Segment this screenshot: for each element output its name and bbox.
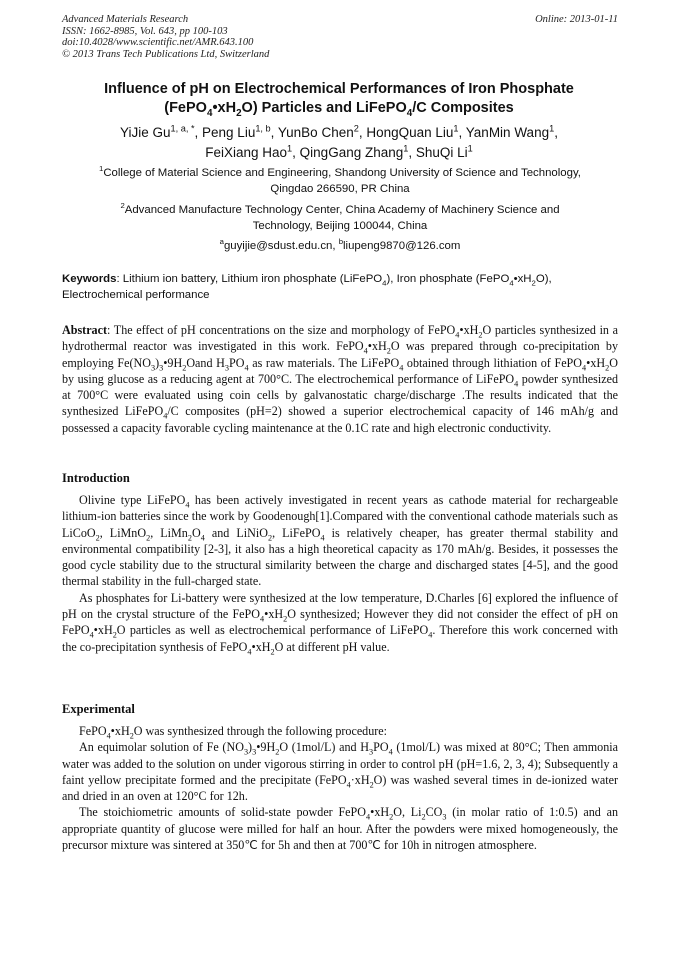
author-list xyxy=(40,123,638,163)
journal-header xyxy=(62,14,618,60)
paper-title xyxy=(40,80,638,118)
author-name: YunBo Chen xyxy=(277,125,354,140)
keywords-label: Keywords xyxy=(62,273,117,285)
author-name: FeiXiang Hao xyxy=(205,145,288,160)
author-name: ShuQi Li xyxy=(415,145,468,160)
paragraph: Olivine type LiFePO$_4$ has been actively investigated in recent years as cathode material for rechargeable lithium-ion batteries since the work by Goodenough[1].Compared with the conventional cathode materials such as LiCoO$_2$, LiMnO$_2$, $LiMn_2O_4$ and LiNiO$_2$, LiFePO$_4$ is relatively cheaper, has greater thermal stability and environmental compatibility [2-3], it also has a high theoretical capacity as 170 mAh/g. Besides, it possesses the good cycle stability due to the structural similarity between the charge and discharged states [4-5], and the good thermal stability in the full-charged state. xyxy=(62,493,618,589)
paragraph: An equimolar solution of Fe $(NO_3)_3•9H_2O$ (1mol/L) and $H_3PO_4$ (1mol/L) was mixed at 80°C; Then ammonia water was added to the solution on under vigorous stirring in order to control pH (pH=1.6, 2, 3, 4); Subsequently a faint yellow precipitate formed and the precipitate $(FePO_4\cdot xH_2O)$ was washed several times in de-ionized water and dried in an oven at 120°C for 12h. xyxy=(62,740,619,804)
paragraph: As phosphates for Li-battery were synthesized at the low temperature, D.Charles [6] explored the influence of pH on the crystal structure of the $FePO_4•xH_2O$ synthesized; However they did not consider the effect of pH on $FePO_4•xH_2O$ particles as well as electrochemical performance of LiFePO$_4$. Therefore this work concerned with the co-precipitation synthesis of $FePO_4•xH_2O$ at different pH value. xyxy=(62,590,618,657)
abstract: Abstract: The effect of pH concentrations on the size and morphology of $FePO_4•xH_2O$ particles synthesized in a hydrothermal reactor was investigated in this work. $FePO_4•xH_2O$ was prepared through co-precipitation by employing $Fe(NO_3)_3•9H_2Oand$ $H_3PO_4$ as raw materials. The LiFePO$_4$ obtained through lithiation of $FePO_4•xH_2O$ by using glucose as a reducing agent at 700°C. The electrochemical performance of LiFePO$_4$ powder synthesized at 700°C were evaluated using coin cells by galvanostatic charge/discharge .The results indicated that the synthesized LiFePO$_4$/C composites (pH=2) showed a superior electrochemical capacity of 146 mAh/g and possessed a capacity favorable cycling maintenance at the 0.1C rate and high electronic conductivity. xyxy=(62,323,619,435)
author-name: HongQuan Liu xyxy=(366,125,454,140)
paragraph: The stoichiometric amounts of solid-state powder $FePO_4•xH_2O$, $Li_2CO_3$ (in molar ratio of 1:0.5) and an appropriate quantity of glucose were milled for half an hour. After the powders were mixed homogeneously, the precursor mixture was sintered at 350℃ for 5h and then at 700℃ for 10h in nitrogen atmosphere. xyxy=(62,805,619,853)
author-name: YiJie Gu xyxy=(120,125,171,140)
section-heading-experimental: Experimental xyxy=(62,702,135,716)
author-line-1: YiJie $Gu^{1, a, *}$, Peng Liu$^{1, b}$, YunBo Chen$^2$, HongQuan Liu$^1$, YanMin Wang$^1$, xyxy=(120,123,558,140)
title-line-2: $(FePO_4•xH_2O)$ Particles and LiFePO$_4$/C Composites xyxy=(164,100,514,119)
introduction-body xyxy=(62,492,618,655)
issn-line: ISSN: 1662-8985, Vol. 643, pp 100-103 xyxy=(62,25,228,37)
affiliation-2: $^2$Advanced Manufacture Technology Center, China Academy of Machinery Science and Technology, Beijing 100044, China xyxy=(120,201,560,232)
copyright-line: © 2013 Trans Tech Publications Ltd, Switzerland xyxy=(62,48,270,60)
doi-line: doi:10.4028/www.scientific.net/AMR.643.100 xyxy=(62,37,254,48)
abstract-label: Abstract xyxy=(62,323,108,337)
keywords: Keywords: Lithium ion battery, Lithium iron phosphate (LiFePO$_4$), Iron phosphate $(FePO_4•xH_2O)$, Electrochemical performance xyxy=(62,273,552,301)
author-name: QingGang Zhang xyxy=(299,145,404,160)
email-link: liupeng9870@126.com xyxy=(343,240,461,252)
affiliation-1: $^1$College of Material Science and Engineering, Shandong University of Science and Technology, Qingdao 266590, PR China xyxy=(99,164,581,195)
experimental-body xyxy=(62,723,618,853)
email-link: guyijie@sdust.edu.cn, xyxy=(223,240,339,252)
paragraph: $FePO_4•xH_2O$ was synthesized through the following procedure: xyxy=(79,724,388,741)
author-name: Peng Liu xyxy=(202,125,256,140)
journal-name: Advanced Materials Research xyxy=(62,14,189,25)
author-line-2: FeiXiang Hao$^1$, QingGang Zhang$^1$, ShuQi Li$^1$ xyxy=(205,143,473,160)
author-emails: $^a$guyijie@sdust.edu.cn, $^b$liupeng9870@126.com xyxy=(219,237,461,252)
title-line-1: Influence of pH on Electrochemical Performances of Iron Phosphate xyxy=(104,81,574,97)
section-heading-introduction: Introduction xyxy=(62,471,130,485)
online-date: Online: 2013-01-11 xyxy=(535,14,618,25)
author-name: YanMin Wang xyxy=(465,125,550,140)
